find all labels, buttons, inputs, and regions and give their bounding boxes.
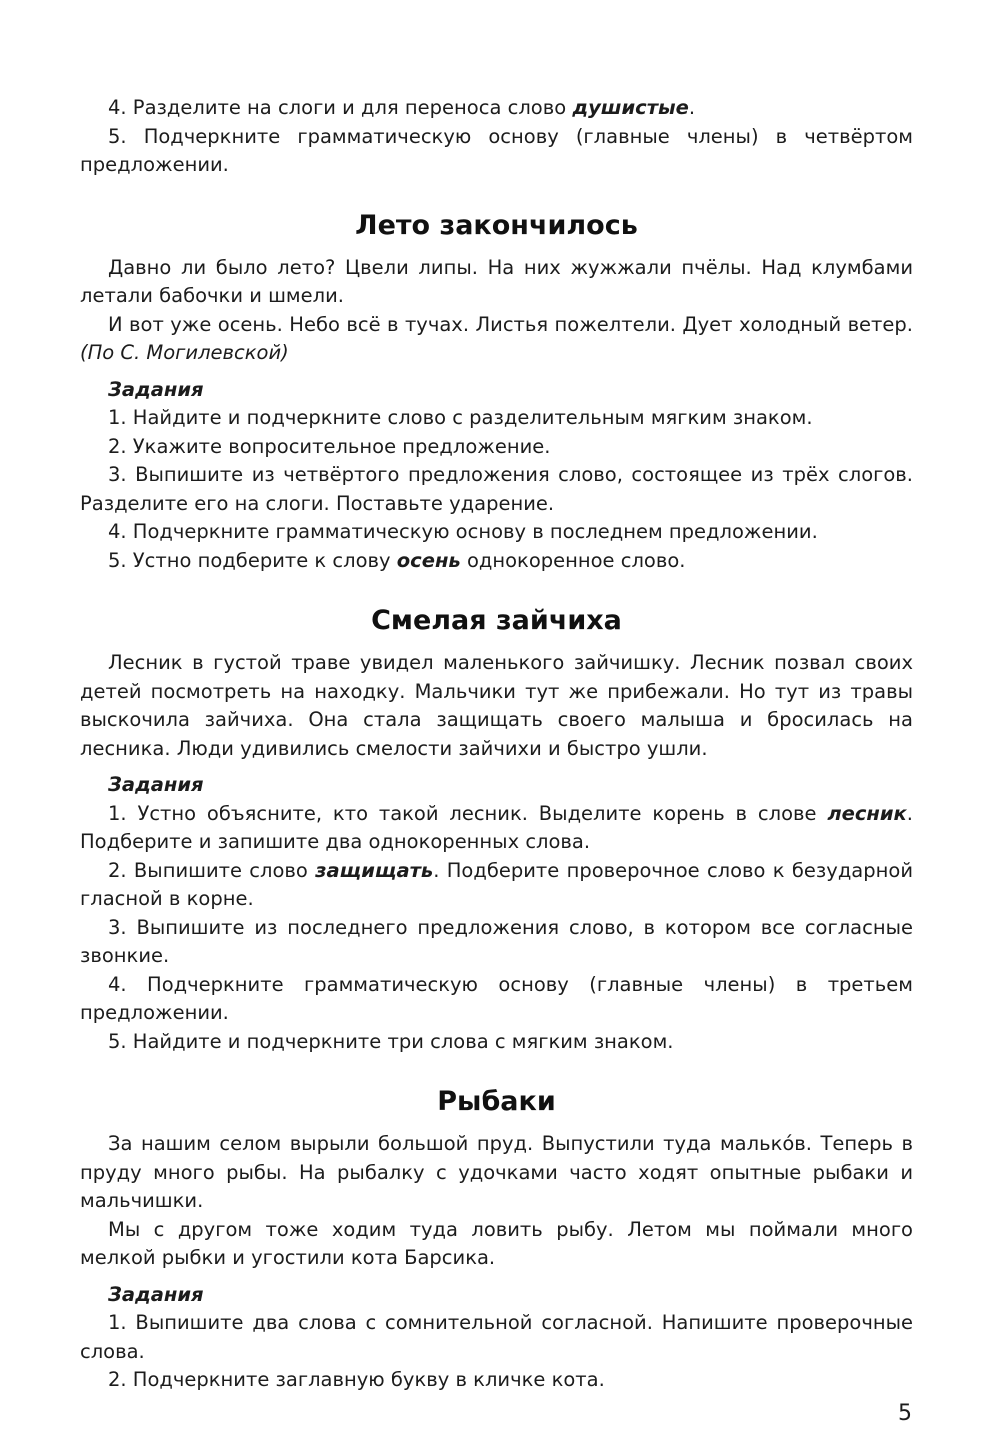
intro-task-5: 5. Подчеркните грамматическую основу (главные члены) в четвёртом предложении. <box>80 124 913 176</box>
section-1-task-5-word: осень <box>396 548 461 572</box>
section-3-tasks-label: Задания <box>108 1282 204 1306</box>
section-1-paragraph-2: И вот уже осень. Небо всё в тучах. Листья пожелтели. Дует холодный ветер. (По С. Могилевской) <box>80 312 913 364</box>
section-3-task-2: 2. Подчеркните заглавную букву в кличке кота. <box>108 1368 605 1391</box>
section-2-task-5: 5. Найдите и подчеркните три слова с мягким знаком. <box>108 1029 674 1053</box>
section-2-tasks-label: Задания <box>108 773 204 796</box>
section-1-task-3: 3. Выпишите из четвёртого предложения слово, состоящее из трёх слогов. Разделите его на слоги. Поставьте ударение. <box>80 463 913 515</box>
page-number: 5 <box>898 1401 912 1426</box>
section-1-task-1: 1. Найдите и подчеркните слово с разделительным мягким знаком. <box>108 406 813 429</box>
page-content <box>80 94 913 1395</box>
section-3-task-1: 1. Выпишите два слова с сомнительной согласной. Напишите проверочные слова. <box>80 1311 913 1363</box>
section-2-task-3: 3. Выпишите из последнего предложения слово, в котором все согласные звонкие. <box>80 915 913 967</box>
intro-task-4: 4. Разделите на слоги и для переноса слово душистые. <box>108 96 696 119</box>
section-1-task-4: 4. Подчеркните грамматическую основу в последнем предложении. <box>108 520 818 543</box>
section-2-task-1-word: лесник <box>827 801 907 825</box>
intro-task-4-word: душистые <box>572 96 689 119</box>
section-1-task-2: 2. Укажите вопросительное предложение. <box>108 434 551 458</box>
section-1-title: Лето закончилось <box>355 209 638 241</box>
section-1-task-5: 5. Устно подберите к слову осень однокоренное слово. <box>108 548 686 572</box>
section-3-paragraph-1: За нашим селом вырыли большой пруд. Выпустили туда малькóв. Теперь в пруду много рыбы. На рыбалку с удочками часто ходят опытные рыбаки и мальчишки. <box>80 1132 913 1212</box>
section-1-tasks-label: Задания <box>108 377 204 401</box>
section-2-paragraph-1: Лесник в густой траве увидел маленького зайчишку. Лесник позвал своих детей посмотреть на находку. Мальчики тут же прибежали. Но тут из травы выскочила зайчиха. Она стала защищать своего малыша и бросилась на лесника. Люди удивились смелости зайчихи и быстро ушли. <box>80 651 913 760</box>
section-2-title: Смелая зайчиха <box>371 605 622 636</box>
section-1-paragraph-1: Давно ли было лето? Цвели липы. На них жужжали пчёлы. Над клумбами летали бабочки и шмели. <box>80 255 913 307</box>
section-2-task-2: 2. Выпишите слово защищать. Подберите проверочное слово к безударной гласной в корне. <box>80 858 913 910</box>
section-2-task-4: 4. Подчеркните грамматическую основу (главные члены) в третьем предложении. <box>80 972 913 1024</box>
section-3-paragraph-2: Мы с другом тоже ходим туда ловить рыбу. Летом мы поймали много мелкой рыбки и угостили кота Барсика. <box>80 1217 913 1269</box>
section-2-task-2-word: защищать <box>315 858 434 882</box>
section-2-task-1: 1. Устно объясните, кто такой лесник. Выделите корень в слове лесник. Подберите и запишите два однокоренных слова. <box>80 801 913 853</box>
section-3-title: Рыбаки <box>437 1086 556 1117</box>
section-1-source: (По С. Могилевской) <box>80 341 289 364</box>
